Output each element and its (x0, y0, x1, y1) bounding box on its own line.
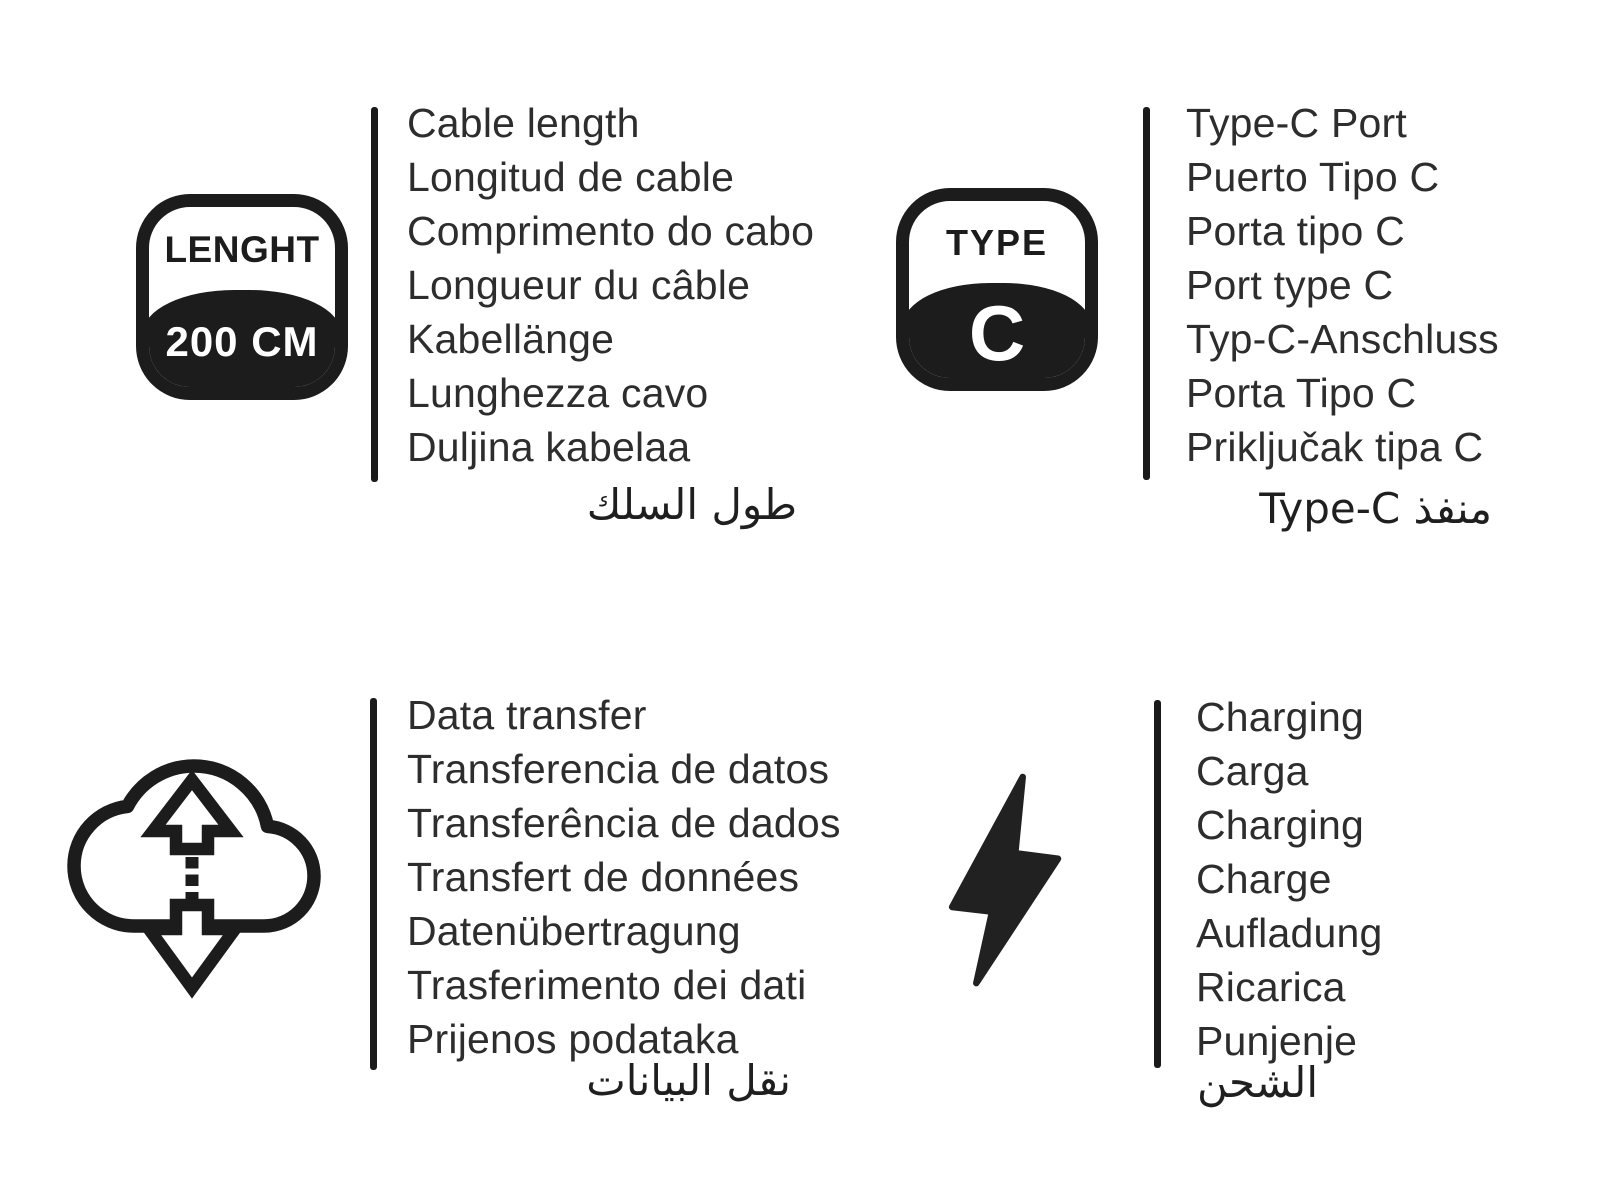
language-label: Prijenos podataka (407, 1016, 739, 1062)
language-label: Longitud de cable (407, 154, 735, 200)
language-label: Charging (1196, 802, 1364, 848)
language-label-list (1196, 690, 1382, 1068)
arabic-caption: الشحن (1196, 1058, 1318, 1107)
language-label-list (407, 688, 841, 1066)
language-label: Carga (1196, 748, 1309, 794)
type-c-badge-top-label: TYPE (945, 222, 1049, 264)
cloud-sync-icon (66, 756, 328, 1006)
language-label: Kabellänge (407, 316, 615, 362)
language-label: Type-C Port (1186, 100, 1407, 146)
language-label: Datenübertragung (407, 908, 741, 954)
language-label: Porta tipo C (1186, 208, 1405, 254)
length-badge-top-label: LENGHT (164, 229, 320, 271)
language-label: Transfert de données (407, 854, 800, 900)
language-label: Charging (1196, 694, 1364, 740)
language-label: Lunghezza cavo (407, 370, 709, 416)
divider-bar (1143, 107, 1150, 480)
language-label: Data transfer (407, 692, 647, 738)
language-label: Transferência de dados (407, 800, 841, 846)
language-label: Charge (1196, 856, 1332, 902)
arabic-caption: نقل البيانات (586, 1056, 791, 1105)
language-label: Port type C (1186, 262, 1394, 308)
lightning-bolt-icon (941, 769, 1071, 993)
arabic-caption: منفذ Type-C (1259, 484, 1492, 533)
language-label-list (1186, 96, 1499, 474)
language-label: Longueur du câble (407, 262, 751, 308)
divider-bar (371, 107, 378, 482)
type-c-badge-icon (896, 188, 1098, 391)
language-label: Ricarica (1196, 964, 1346, 1010)
language-label: Typ-C-Anschluss (1186, 316, 1499, 362)
type-c-badge-letter: C (903, 283, 1091, 384)
language-label: Cable length (407, 100, 640, 146)
length-badge-value: 200 CM (143, 290, 341, 393)
language-label: Duljina kabelaa (407, 424, 691, 470)
language-label: Trasferimento dei dati (407, 962, 807, 1008)
divider-bar (1154, 700, 1161, 1068)
language-label: Puerto Tipo C (1186, 154, 1440, 200)
language-label: Aufladung (1196, 910, 1383, 956)
arabic-caption: طول السلك (586, 480, 797, 529)
language-label: Comprimento do cabo (407, 208, 815, 254)
divider-bar (370, 698, 377, 1070)
language-label: Punjenje (1196, 1018, 1358, 1064)
language-label: Priključak tipa C (1186, 424, 1484, 470)
language-label: Porta Tipo C (1186, 370, 1417, 416)
language-label-list (407, 96, 814, 474)
length-badge-icon (136, 194, 348, 400)
language-label: Transferencia de datos (407, 746, 830, 792)
